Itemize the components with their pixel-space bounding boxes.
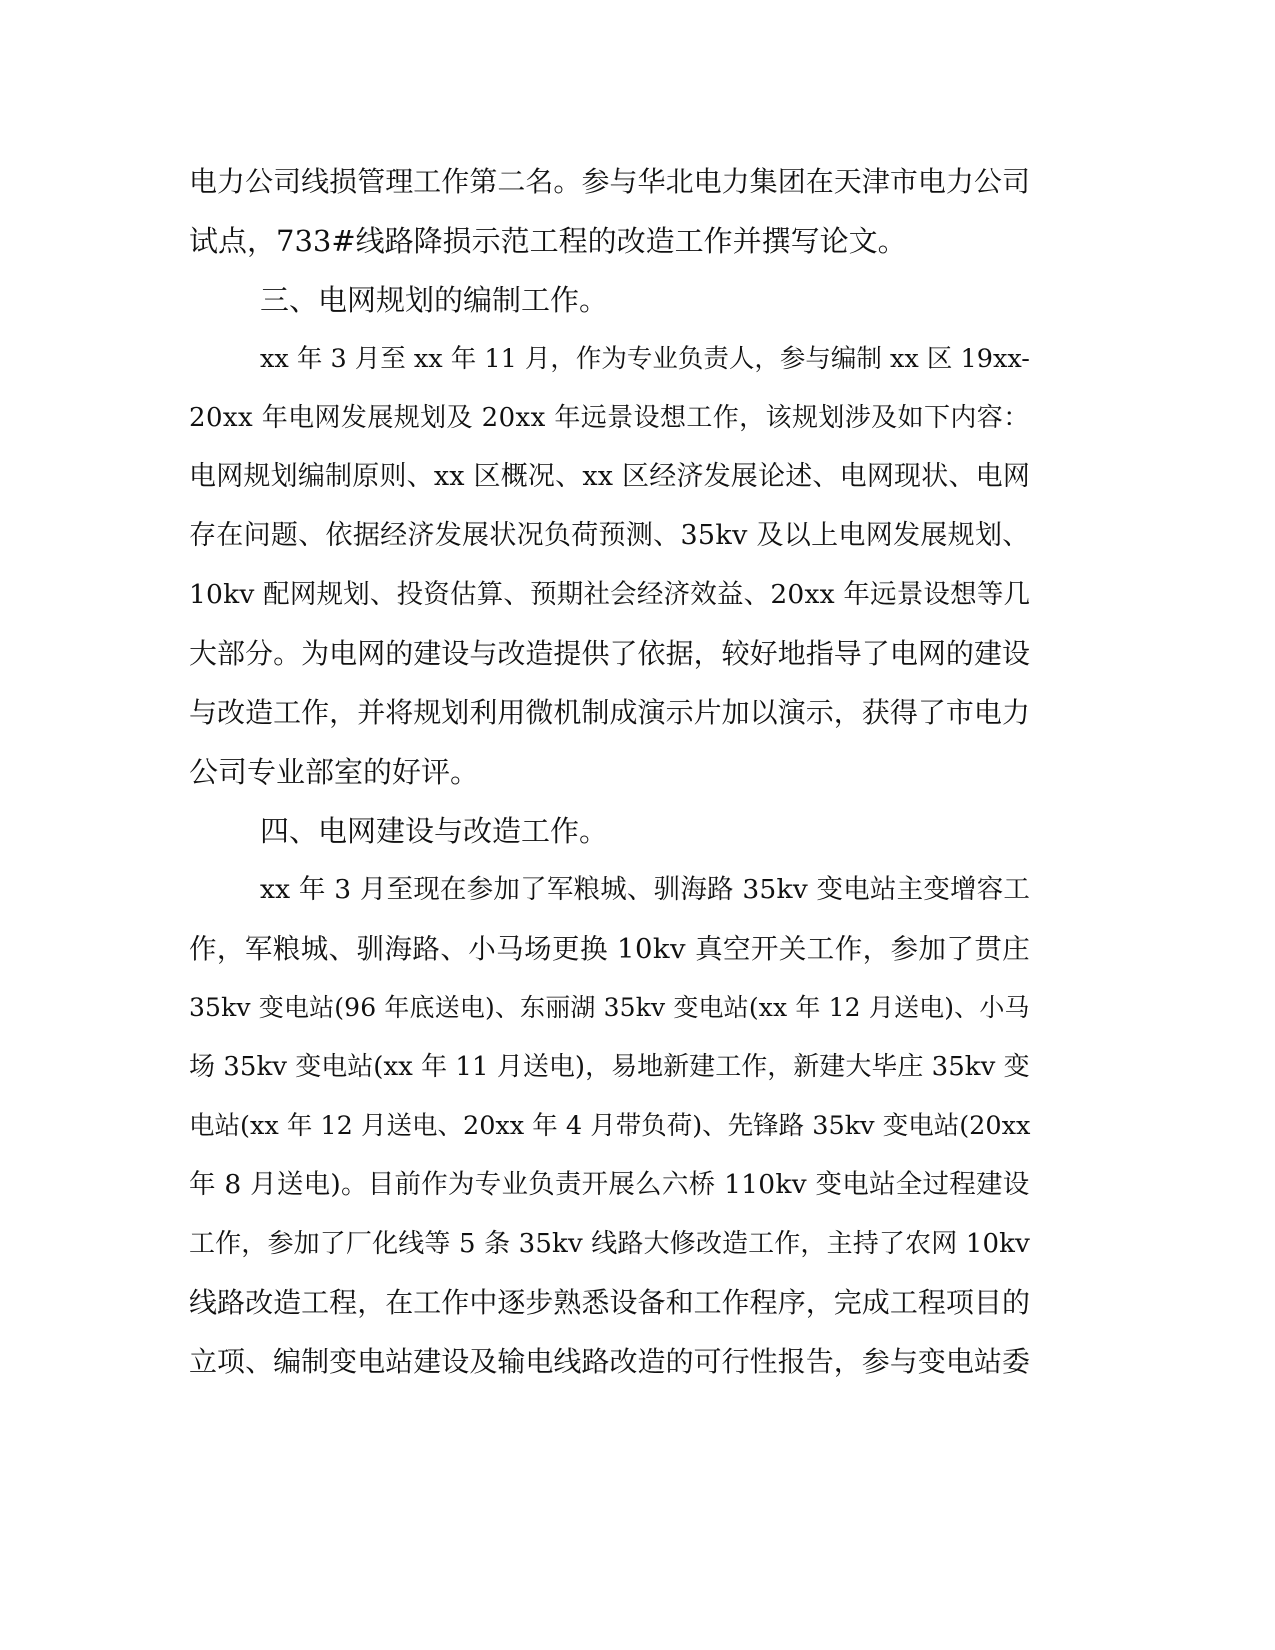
text-line-7: 存在问题、依据经济发展状况负荷预测、35kv 及以上电网发展规划、 bbox=[189, 520, 1030, 551]
text-line-8: 10kv 配网规划、投资估算、预期社会经济效益、20xx 年远景设想等几 bbox=[189, 579, 1031, 610]
text-line-11: 公司专业部室的好评。 bbox=[189, 755, 480, 789]
text-line-13: xx 年 3 月至现在参加了军粮城、驯海路 35kv 变电站主变增容工 bbox=[260, 874, 1031, 905]
text-line-1: 电力公司线损管理工作第二名。参与华北电力集团在天津市电力公司 bbox=[189, 165, 1031, 198]
text-line-6: 电网规划编制原则、xx 区概况、xx 区经济发展论述、电网现状、电网 bbox=[189, 461, 1031, 492]
section-heading-3: 三、电网规划的编制工作。 bbox=[260, 283, 609, 317]
text-line-10: 与改造工作，并将规划利用微机制成演示片加以演示，获得了市电力 bbox=[189, 696, 1031, 729]
text-line-4: xx 年 3 月至 xx 年 11 月，作为专业负责人，参与编制 xx 区 19xx- bbox=[260, 344, 1030, 374]
text-line-9: 大部分。为电网的建设与改造提供了依据，较好地指导了电网的建设 bbox=[189, 637, 1031, 670]
text-line-21: 立项、编制变电站建设及输电线路改造的可行性报告，参与变电站委 bbox=[189, 1345, 1031, 1378]
text-line-2: 试点，733#线路降损示范工程的改造工作并撰写论文。 bbox=[189, 224, 907, 258]
section-heading-4: 四、电网建设与改造工作。 bbox=[260, 814, 609, 848]
text-line-16: 场 35kv 变电站(xx 年 11 月送电)，易地新建工作，新建大毕庄 35kv 变 bbox=[189, 1052, 1030, 1082]
text-line-15: 35kv 变电站(96 年底送电)、东丽湖 35kv 变电站(xx 年 12 月送电)、小马 bbox=[189, 993, 1030, 1022]
text-line-14: 作，军粮城、驯海路、小马场更换 10kv 真空开关工作，参加了贯庄 bbox=[189, 933, 1031, 965]
text-line-19: 工作，参加了厂化线等 5 条 35kv 线路大修改造工作，主持了农网 10kv bbox=[189, 1229, 1030, 1259]
text-line-18: 年 8 月送电)。目前作为专业负责开展么六桥 110kv 变电站全过程建设 bbox=[189, 1169, 1030, 1200]
text-line-17: 电站(xx 年 12 月送电、20xx 年 4 月带负荷)、先锋路 35kv 变电站(20xx bbox=[189, 1111, 1031, 1141]
text-line-5: 20xx 年电网发展规划及 20xx 年远景设想工作，该规划涉及如下内容： bbox=[189, 403, 1030, 433]
text-line-20: 线路改造工程，在工作中逐步熟悉设备和工作程序，完成工程项目的 bbox=[189, 1286, 1031, 1319]
